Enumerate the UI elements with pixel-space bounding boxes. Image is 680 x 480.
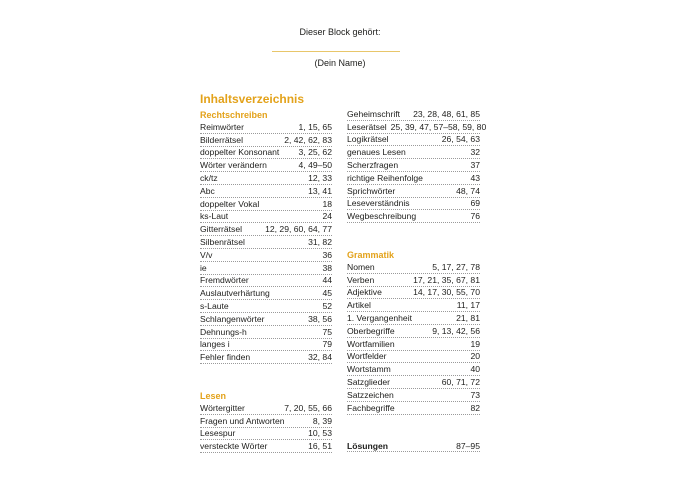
toc-entry-pages: 9, 13, 42, 56 (432, 325, 480, 336)
toc-entry-term: Leserätsel (347, 121, 387, 132)
toc-entry-pages: 75 (322, 326, 332, 337)
toc-entry-pages: 82 (470, 402, 480, 413)
toc-entry-pages: 38 (322, 262, 332, 273)
name-hint: (Dein Name) (314, 58, 366, 68)
toc-entry-term: s-Laute (200, 300, 229, 311)
toc-entry-pages: 1, 15, 65 (298, 121, 332, 132)
toc-entry (200, 249, 332, 262)
toc-entry-pages: 38, 56 (308, 313, 332, 324)
toc-entry (347, 210, 480, 223)
toc-entry-term: Adjektive (347, 287, 382, 298)
toc-entry (200, 428, 332, 441)
toc-entry (347, 274, 480, 287)
toc-entry (347, 338, 480, 351)
toc-entry-pages: 43 (470, 172, 480, 183)
toc-entry-term: Logikrätsel (347, 134, 389, 145)
toc-entry (347, 172, 480, 185)
toc-entry-term: Wegbeschreibung (347, 211, 417, 222)
toc-entry-pages: 37 (470, 159, 480, 170)
toc-entry-pages: 25, 39, 47, 57–58, 59, 80 (390, 121, 487, 132)
section-heading-lesen: Lesen (200, 391, 227, 401)
toc-entry (347, 134, 480, 147)
toc-entry-term: Artikel (347, 300, 371, 311)
toc-entry-term: langes i (200, 339, 230, 350)
toc-entry (347, 185, 480, 198)
toc-entry-pages: 5, 17, 27, 78 (432, 261, 480, 272)
toc-entry-pages: 32, 84 (308, 352, 332, 363)
toc-entry-pages: 7, 20, 55, 66 (284, 402, 332, 413)
toc-entry-term: Dehnungs-h (200, 326, 247, 337)
toc-entry-pages: 13, 41 (308, 185, 332, 196)
toc-entry (200, 198, 332, 211)
toc-entry-term: 1. Vergangenheit (347, 312, 412, 323)
toc-entry (200, 313, 332, 326)
toc-entry-pages: 4, 49–50 (298, 160, 332, 171)
toc-entry (347, 198, 480, 211)
toc-entry-pages: 10, 53 (308, 428, 332, 439)
toc-entry-term: Auslautverhärtung (200, 288, 270, 299)
toc-entry-term: genaues Lesen (347, 147, 406, 158)
toc-entry-pages: 24 (322, 211, 332, 222)
toc-entry-term: Silbenrätsel (200, 236, 245, 247)
toc-entry-pages: 2, 42, 62, 83 (284, 134, 332, 145)
toc-entry-pages: 45 (322, 288, 332, 299)
toc-entry-term: Fragen und Antworten (200, 415, 285, 426)
toc-entry-term: Satzglieder (347, 376, 390, 387)
list-grammatik (347, 261, 480, 415)
toc-title: Inhaltsverzeichnis (200, 92, 305, 106)
toc-entry-pages: 31, 82 (308, 236, 332, 247)
toc-entry-term: Leseverständnis (347, 198, 410, 209)
toc-entry-pages: 11, 17 (456, 300, 480, 311)
toc-entry (200, 262, 332, 275)
toc-entry-term: Geheimschrift (347, 108, 401, 119)
owner-label: Dieser Block gehört: (299, 27, 381, 37)
toc-entry-term: Abc (200, 185, 215, 196)
toc-entry (347, 108, 480, 121)
list-lesen-continued (347, 108, 487, 223)
toc-entry-term: Wortfelder (347, 351, 387, 362)
toc-entry (347, 376, 480, 389)
toc-entry-term: doppelter Konsonant (200, 147, 280, 158)
toc-entry (200, 275, 332, 288)
toc-entry-pages: 36 (322, 249, 332, 260)
toc-entry-term: Fachbegriffe (347, 402, 395, 413)
toc-entry (347, 325, 480, 338)
solutions-pages: 87–95 (456, 441, 480, 451)
toc-entry-term: V/v (200, 249, 213, 260)
toc-entry (347, 351, 480, 364)
toc-entry (347, 121, 487, 134)
toc-entry-pages: 32 (470, 147, 480, 158)
toc-entry-term: ie (200, 262, 207, 273)
toc-entry-pages: 12, 29, 60, 64, 77 (265, 224, 332, 235)
toc-entry-pages: 79 (322, 339, 332, 350)
toc-entry-pages: 40 (470, 364, 480, 375)
toc-entry (200, 185, 332, 198)
toc-entry-pages: 8, 39 (312, 415, 332, 426)
toc-entry-term: richtige Reihenfolge (347, 172, 423, 183)
toc-entry (347, 363, 480, 376)
toc-entry (200, 134, 332, 147)
toc-entry-term: versteckte Wörter (200, 441, 268, 452)
toc-entry-term: doppelter Vokal (200, 198, 260, 209)
toc-entry (200, 351, 332, 364)
toc-entry-pages: 21, 81 (456, 312, 480, 323)
list-lesen (200, 402, 332, 453)
toc-entry (200, 236, 332, 249)
toc-entry-term: Lesespur (200, 428, 236, 439)
toc-entry (200, 172, 332, 185)
toc-entry-term: Bilderrätsel (200, 134, 243, 145)
toc-entry (347, 287, 480, 300)
toc-entry-pages: 17, 21, 35, 67, 81 (413, 274, 480, 285)
toc-entry (347, 299, 480, 312)
toc-entry (347, 312, 480, 325)
toc-entry-pages: 12, 33 (308, 172, 332, 183)
toc-entry (200, 300, 332, 313)
toc-entry-term: Schlangenwörter (200, 313, 265, 324)
toc-entry (200, 211, 332, 224)
solutions-term: Lösungen (347, 441, 389, 451)
section-heading-grammatik: Grammatik (347, 250, 395, 260)
toc-entry (200, 287, 332, 300)
toc-entry-pages: 52 (322, 300, 332, 311)
toc-entry-term: Scherzfragen (347, 159, 399, 170)
toc-entry-pages: 14, 17, 30, 55, 70 (413, 287, 480, 298)
toc-entry-term: Wörtergitter (200, 402, 245, 413)
toc-entry-pages: 73 (470, 389, 480, 400)
toc-entry (200, 147, 332, 160)
toc-entry-pages: 16, 51 (308, 441, 332, 452)
toc-entry-term: Verben (347, 274, 375, 285)
toc-entry (200, 440, 332, 453)
toc-entry (200, 339, 332, 352)
toc-entry (200, 223, 332, 236)
toc-entry-term: ks-Laut (200, 211, 229, 222)
toc-entry-term: Sprichwörter (347, 185, 396, 196)
toc-entry-pages: 20 (470, 351, 480, 362)
toc-entry-term: ck/tz (200, 172, 218, 183)
toc-entry-term: Wortstamm (347, 364, 391, 375)
toc-entry-term: Satzzeichen (347, 389, 394, 400)
toc-entry-term: Gitterrätsel (200, 224, 243, 235)
toc-entry-term: Oberbegriffe (347, 325, 395, 336)
toc-entry-pages: 76 (470, 211, 480, 222)
toc-entry (347, 146, 480, 159)
toc-entry-pages: 60, 71, 72 (441, 376, 480, 387)
toc-entry-pages: 69 (470, 198, 480, 209)
toc-entry-pages: 26, 54, 63 (441, 134, 480, 145)
toc-entry (200, 326, 332, 339)
list-rechtschreiben (200, 121, 332, 364)
toc-entry (347, 389, 480, 402)
toc-entry-pages: 48, 74 (456, 185, 480, 196)
toc-entry-term: Wörter verändern (200, 160, 267, 171)
toc-entry (200, 159, 332, 172)
toc-entry-term: Fremdwörter (200, 275, 249, 286)
toc-entry-term: Reimwörter (200, 121, 244, 132)
section-heading-rechtschreiben: Rechtschreiben (200, 110, 268, 120)
toc-entry-term: Wortfamilien (347, 338, 395, 349)
toc-entry-term: Fehler finden (200, 352, 251, 363)
toc-entry (200, 415, 332, 428)
toc-entry-pages: 19 (470, 338, 480, 349)
toc-entry (200, 121, 332, 134)
toc-entry (347, 261, 480, 274)
toc-entry-pages: 18 (322, 198, 332, 209)
toc-entry-pages: 23, 28, 48, 61, 85 (413, 108, 480, 119)
toc-entry (347, 159, 480, 172)
toc-entry (347, 402, 480, 415)
toc-entry (200, 402, 332, 415)
toc-entry-pages: 44 (322, 275, 332, 286)
solutions-entry (347, 440, 480, 452)
name-line (272, 51, 400, 52)
toc-entry-term: Nomen (347, 261, 375, 272)
toc-entry-pages: 3, 25, 62 (298, 147, 332, 158)
